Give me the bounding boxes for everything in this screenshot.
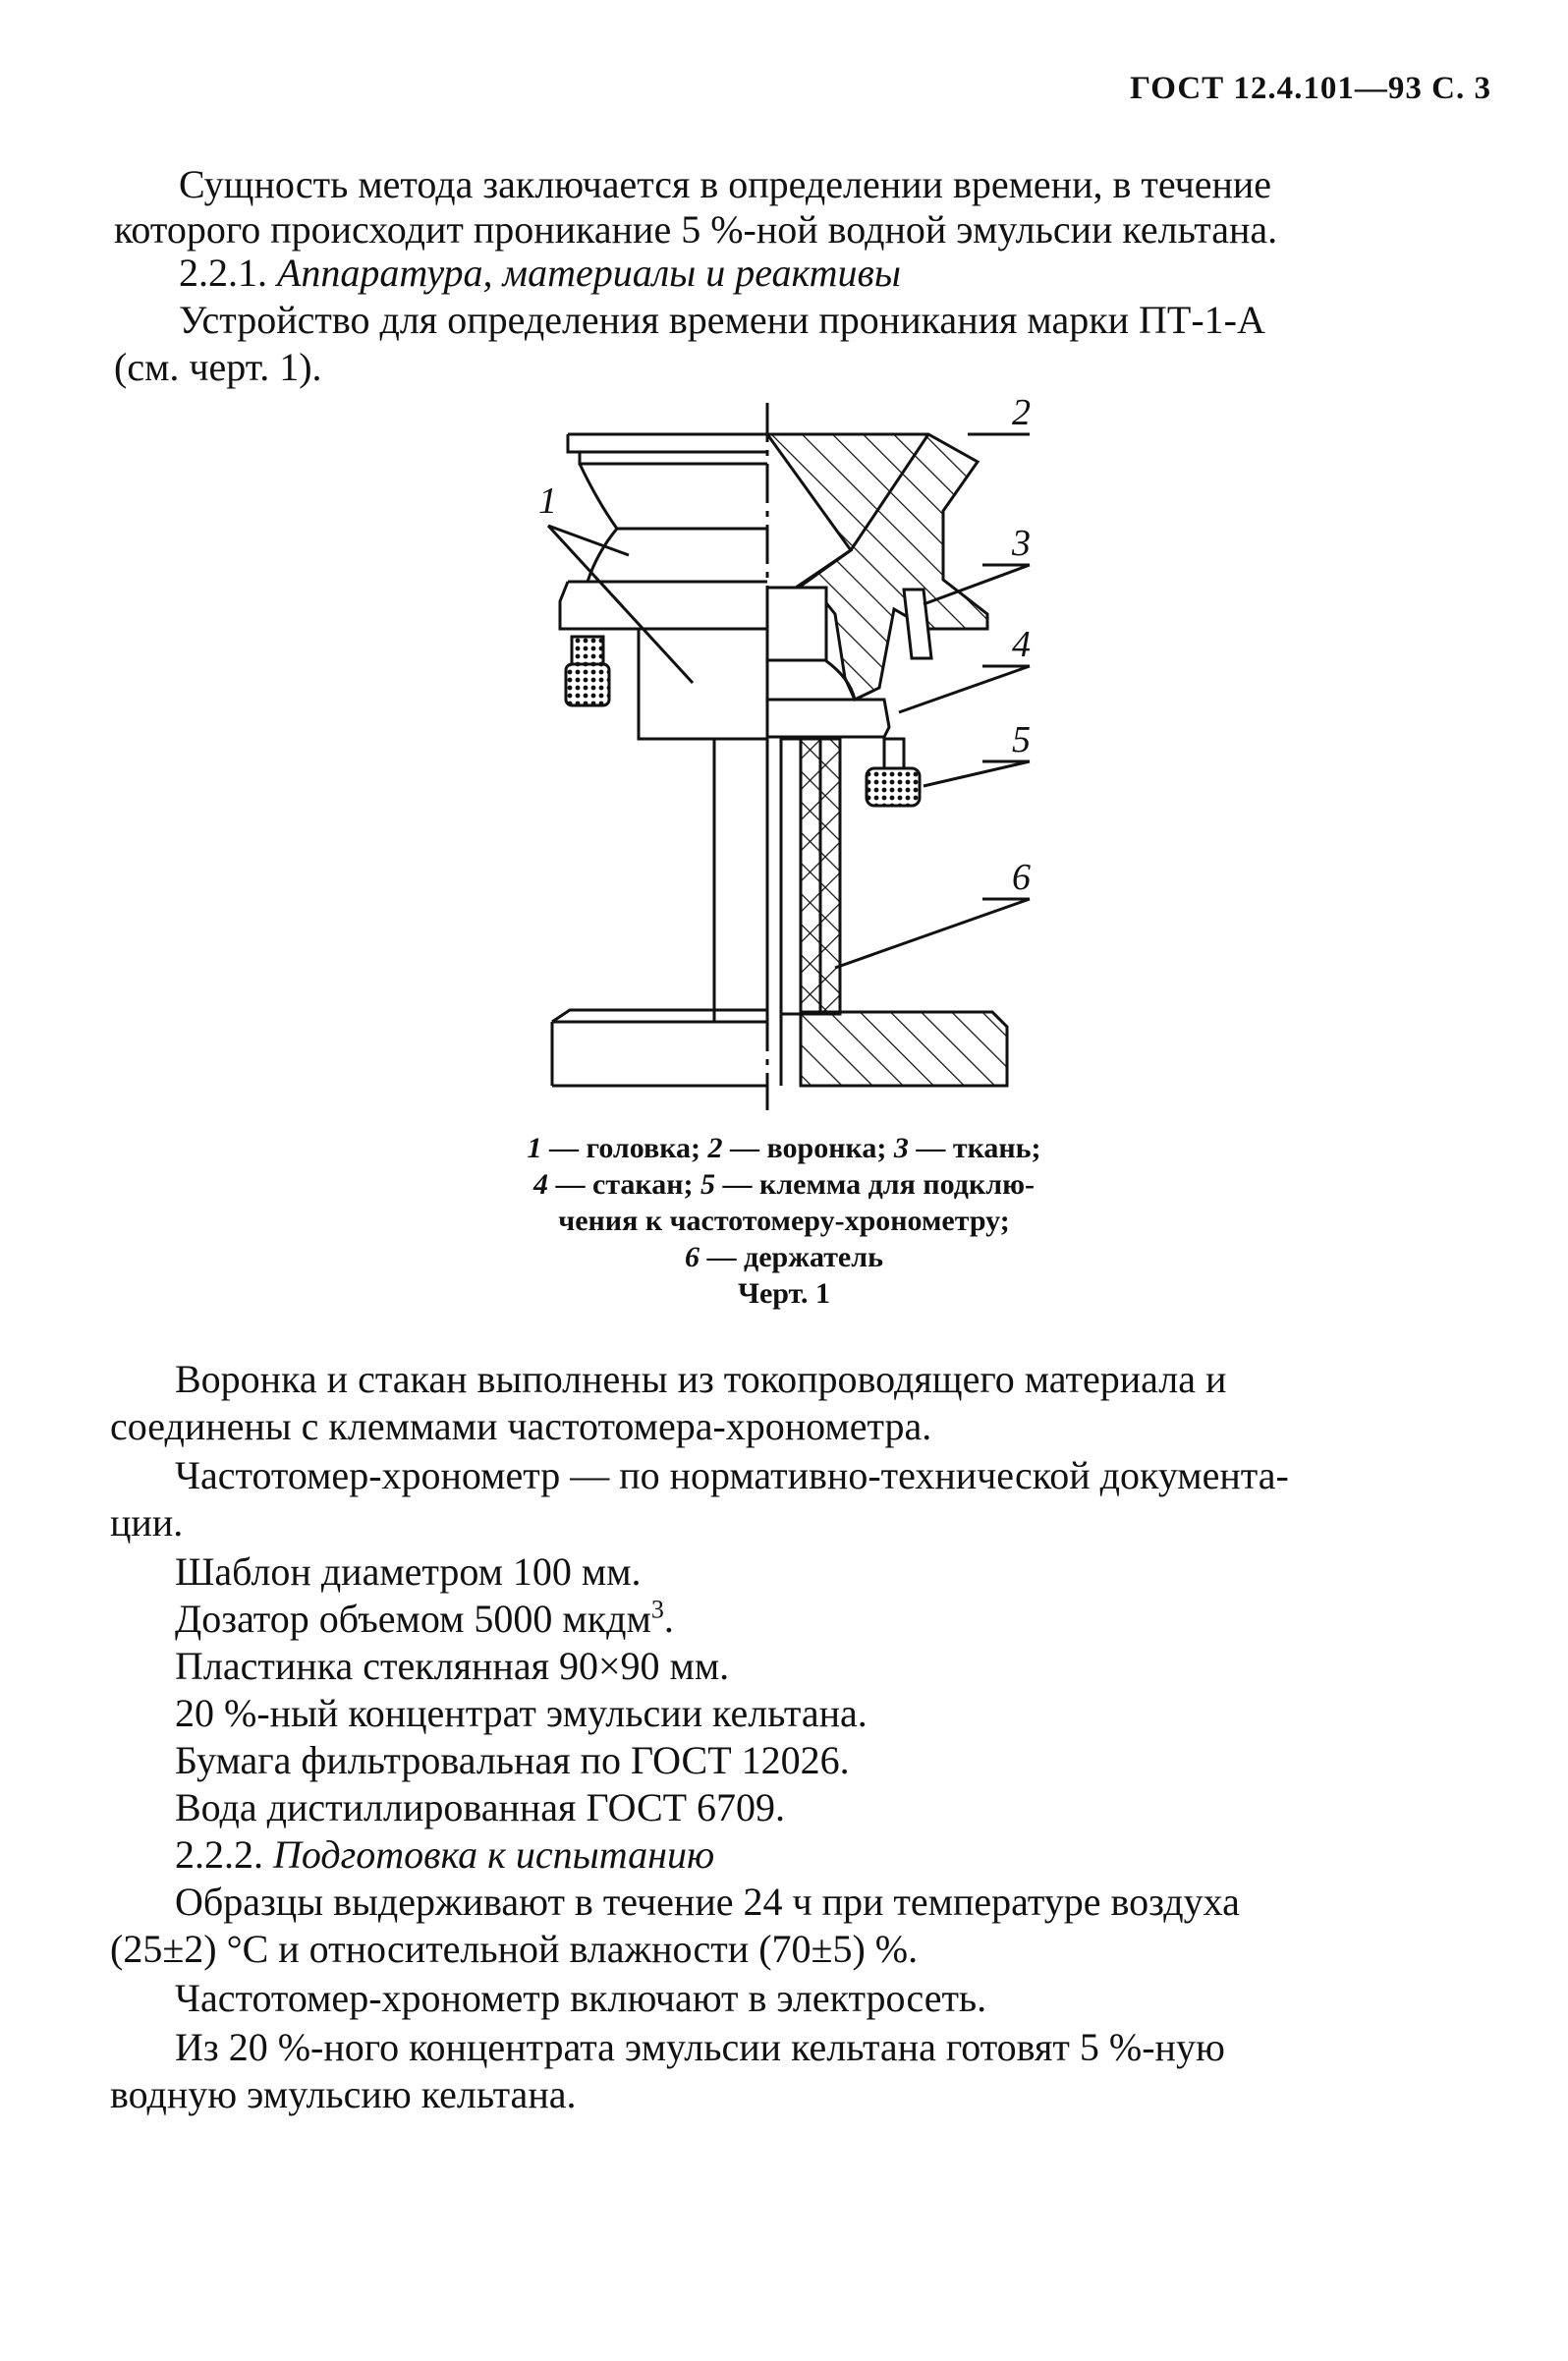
s222-p1-line-1: Образцы выдерживают в течение 24 ч при температуре воздуха	[175, 1880, 1240, 1924]
cup-right	[767, 700, 889, 737]
s222-p3-line-2: водную эмульсию кельтана.	[110, 2072, 577, 2116]
label-3: 3	[1012, 523, 1031, 564]
head-top-rim	[568, 434, 767, 464]
intro-text-1: Сущность метода заключается в определении времени, в течение	[179, 162, 1272, 206]
section-222-number: 2.2.2.	[175, 1832, 263, 1877]
item-water: Вода дистиллированная ГОСТ 6709.	[175, 1785, 786, 1829]
base-left	[552, 1010, 767, 1086]
figure-caption: Черт. 1	[737, 1277, 831, 1310]
label-2: 2	[1012, 392, 1031, 433]
terminal-left-top	[572, 637, 603, 664]
page-header: ГОСТ 12.4.101—93 С. 3	[1130, 71, 1491, 106]
base-right	[801, 1012, 1007, 1086]
p2-line-1: Частотомер-хронометр — по нормативно-технической документа-	[175, 1453, 1289, 1497]
p1-line-2: соединены с клеммами частотомера-хронометра.	[110, 1404, 932, 1448]
device-drawing	[0, 0, 1568, 1130]
holder-section	[801, 739, 840, 1014]
legend-line-2: 4 — стакан; 5 — клемма для подклю-	[533, 1168, 1035, 1201]
item-glass-plate: Пластинка стеклянная 90×90 мм.	[175, 1644, 730, 1688]
label-6: 6	[1012, 857, 1031, 898]
item-template: Шаблон диаметром 100 мм.	[175, 1549, 642, 1594]
label-1: 1	[538, 480, 557, 522]
section-222-title: Подготовка к испытанию	[273, 1832, 715, 1877]
item-dispenser: Дозатор объемом 5000 мкдм$^3$.	[175, 1595, 674, 1641]
terminal-right	[867, 768, 920, 806]
p2-line-2: ции.	[110, 1500, 184, 1545]
section-221-number: 2.2.1.	[179, 251, 267, 295]
label-4: 4	[1012, 624, 1031, 665]
terminal-left	[566, 664, 609, 705]
head-flange	[560, 582, 767, 629]
item-concentrate: 20 %-ный концентрат эмульсии кельтана.	[175, 1691, 868, 1735]
s222-p2: Частотомер-хронометр включают в электросеть.	[175, 1976, 987, 2020]
device-line-1: Устройство для определения времени проникания марки ПТ-1-А	[179, 298, 1265, 342]
section-222-heading	[175, 1832, 715, 1877]
figure-legend	[0, 1130, 1568, 1312]
p1-line-1: Воронка и стакан выполнены из токопроводящего материала и	[175, 1357, 1227, 1401]
drawing-lines	[548, 403, 1030, 1110]
label-5: 5	[1012, 719, 1031, 760]
device-line-2: (см. черт. 1).	[114, 345, 322, 389]
item-filter-paper: Бумага фильтровальная по ГОСТ 12026.	[175, 1738, 850, 1782]
legend-line-4: 6 — держатель	[685, 1241, 883, 1273]
legend-line-3: чения к частотомеру-хронометру;	[558, 1205, 1010, 1237]
section-221-title: Аппаратура, материалы и реактивы	[277, 251, 901, 295]
legend-line-1: 1 — головка; 2 — воронка; 3 — ткань;	[527, 1132, 1041, 1164]
intro-line-2: которого происходит проникание 5 %-ной водной эмульсии кельтана.	[114, 207, 1278, 252]
s222-p3-line-1: Из 20 %-ного концентрата эмульсии кельтана готовят 5 %-ную	[175, 2025, 1225, 2069]
s222-p1-line-2: (25±2) °С и относительной влажности (70±5) %.	[110, 1927, 919, 1971]
